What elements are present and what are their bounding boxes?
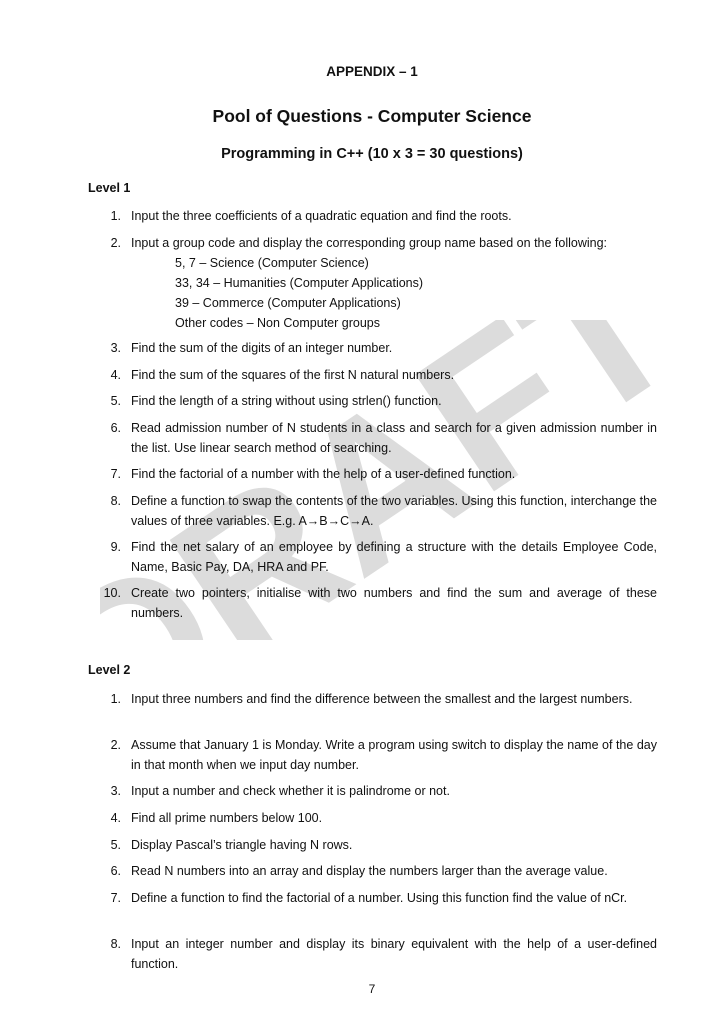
question-number: 10. <box>103 586 121 600</box>
question-text: Find the net salary of an employee by defining a structure with the details Employee Code, Name, Basic Pay, DA, HRA and PF. <box>131 540 657 574</box>
question-text: Input the three coefficients of a quadratic equation and find the roots. <box>131 209 512 223</box>
question-text: Find the sum of the digits of an integer number. <box>131 341 393 355</box>
question-text: Input three numbers and find the difference between the smallest and the largest numbers. <box>131 692 633 706</box>
question-number: 1. <box>110 692 121 706</box>
question-number: 2. <box>110 738 121 752</box>
question-text: Define a function to find the factorial of a number. Using this function find the value of nCr. <box>131 891 628 905</box>
question-number: 5. <box>110 838 121 852</box>
question-number: 4. <box>110 368 121 382</box>
question-number: 3. <box>110 341 121 355</box>
question-text: Assume that January 1 is Monday. Write a program using switch to display the name of the day in that month when we input day number. <box>131 738 657 772</box>
group-code-line: Other codes – Non Computer groups <box>175 316 380 330</box>
page-number: 7 <box>368 982 376 996</box>
question-number: 1. <box>110 209 121 223</box>
question-text: Input a group code and display the corresponding group name based on the following: <box>131 236 608 250</box>
question-text: Create two pointers, initialise with two numbers and find the sum and average of these numbers. <box>131 586 657 620</box>
question-number: 9. <box>110 540 121 554</box>
question-number: 8. <box>110 494 121 508</box>
question-text: Find the factorial of a number with the help of a user-defined function. <box>131 467 516 481</box>
question-text: Input a number and check whether it is palindrome or not. <box>131 784 450 798</box>
group-code-line: 33, 34 – Humanities (Computer Applications) <box>175 276 424 290</box>
group-code-line: 5, 7 – Science (Computer Science) <box>175 256 369 270</box>
question-text: Read N numbers into an array and display the numbers larger than the average value. <box>131 864 608 878</box>
level-2-heading: Level 2 <box>88 663 131 677</box>
draft-watermark-text: DRAFT <box>100 320 660 640</box>
page-title: Pool of Questions - Computer Science <box>212 106 532 126</box>
page-subtitle: Programming in C++ (10 x 3 = 30 questions) <box>221 146 523 162</box>
question-text: Read admission number of N students in a class and search for a given admission number in the list. Use linear search method of searching. <box>131 421 657 455</box>
question-number: 2. <box>110 236 121 250</box>
question-number: 7. <box>110 467 121 481</box>
question-number: 6. <box>110 864 121 878</box>
question-number: 3. <box>110 784 121 798</box>
group-code-line: 39 – Commerce (Computer Applications) <box>175 296 401 310</box>
question-number: 5. <box>110 394 121 408</box>
question-number: 4. <box>110 811 121 825</box>
question-block <box>131 233 657 333</box>
appendix-heading: APPENDIX – 1 <box>326 64 418 79</box>
question-text: Input an integer number and display its binary equivalent with the help of a user-defined function. <box>131 937 657 971</box>
question-text: Find all prime numbers below 100. <box>131 811 323 825</box>
question-number: 7. <box>110 891 121 905</box>
question-text: Find the length of a string without using strlen() function. <box>131 394 442 408</box>
question-text: Find the sum of the squares of the first N natural numbers. <box>131 368 455 382</box>
question-text: Display Pascal’s triangle having N rows. <box>131 838 353 852</box>
question-text: Define a function to swap the contents of the two variables. Using this function, interchange the values of three variables. E.g. A→B→C→A. <box>131 494 657 528</box>
level-1-heading: Level 1 <box>88 181 131 195</box>
question-number: 6. <box>110 421 121 435</box>
question-number: 8. <box>110 937 121 951</box>
